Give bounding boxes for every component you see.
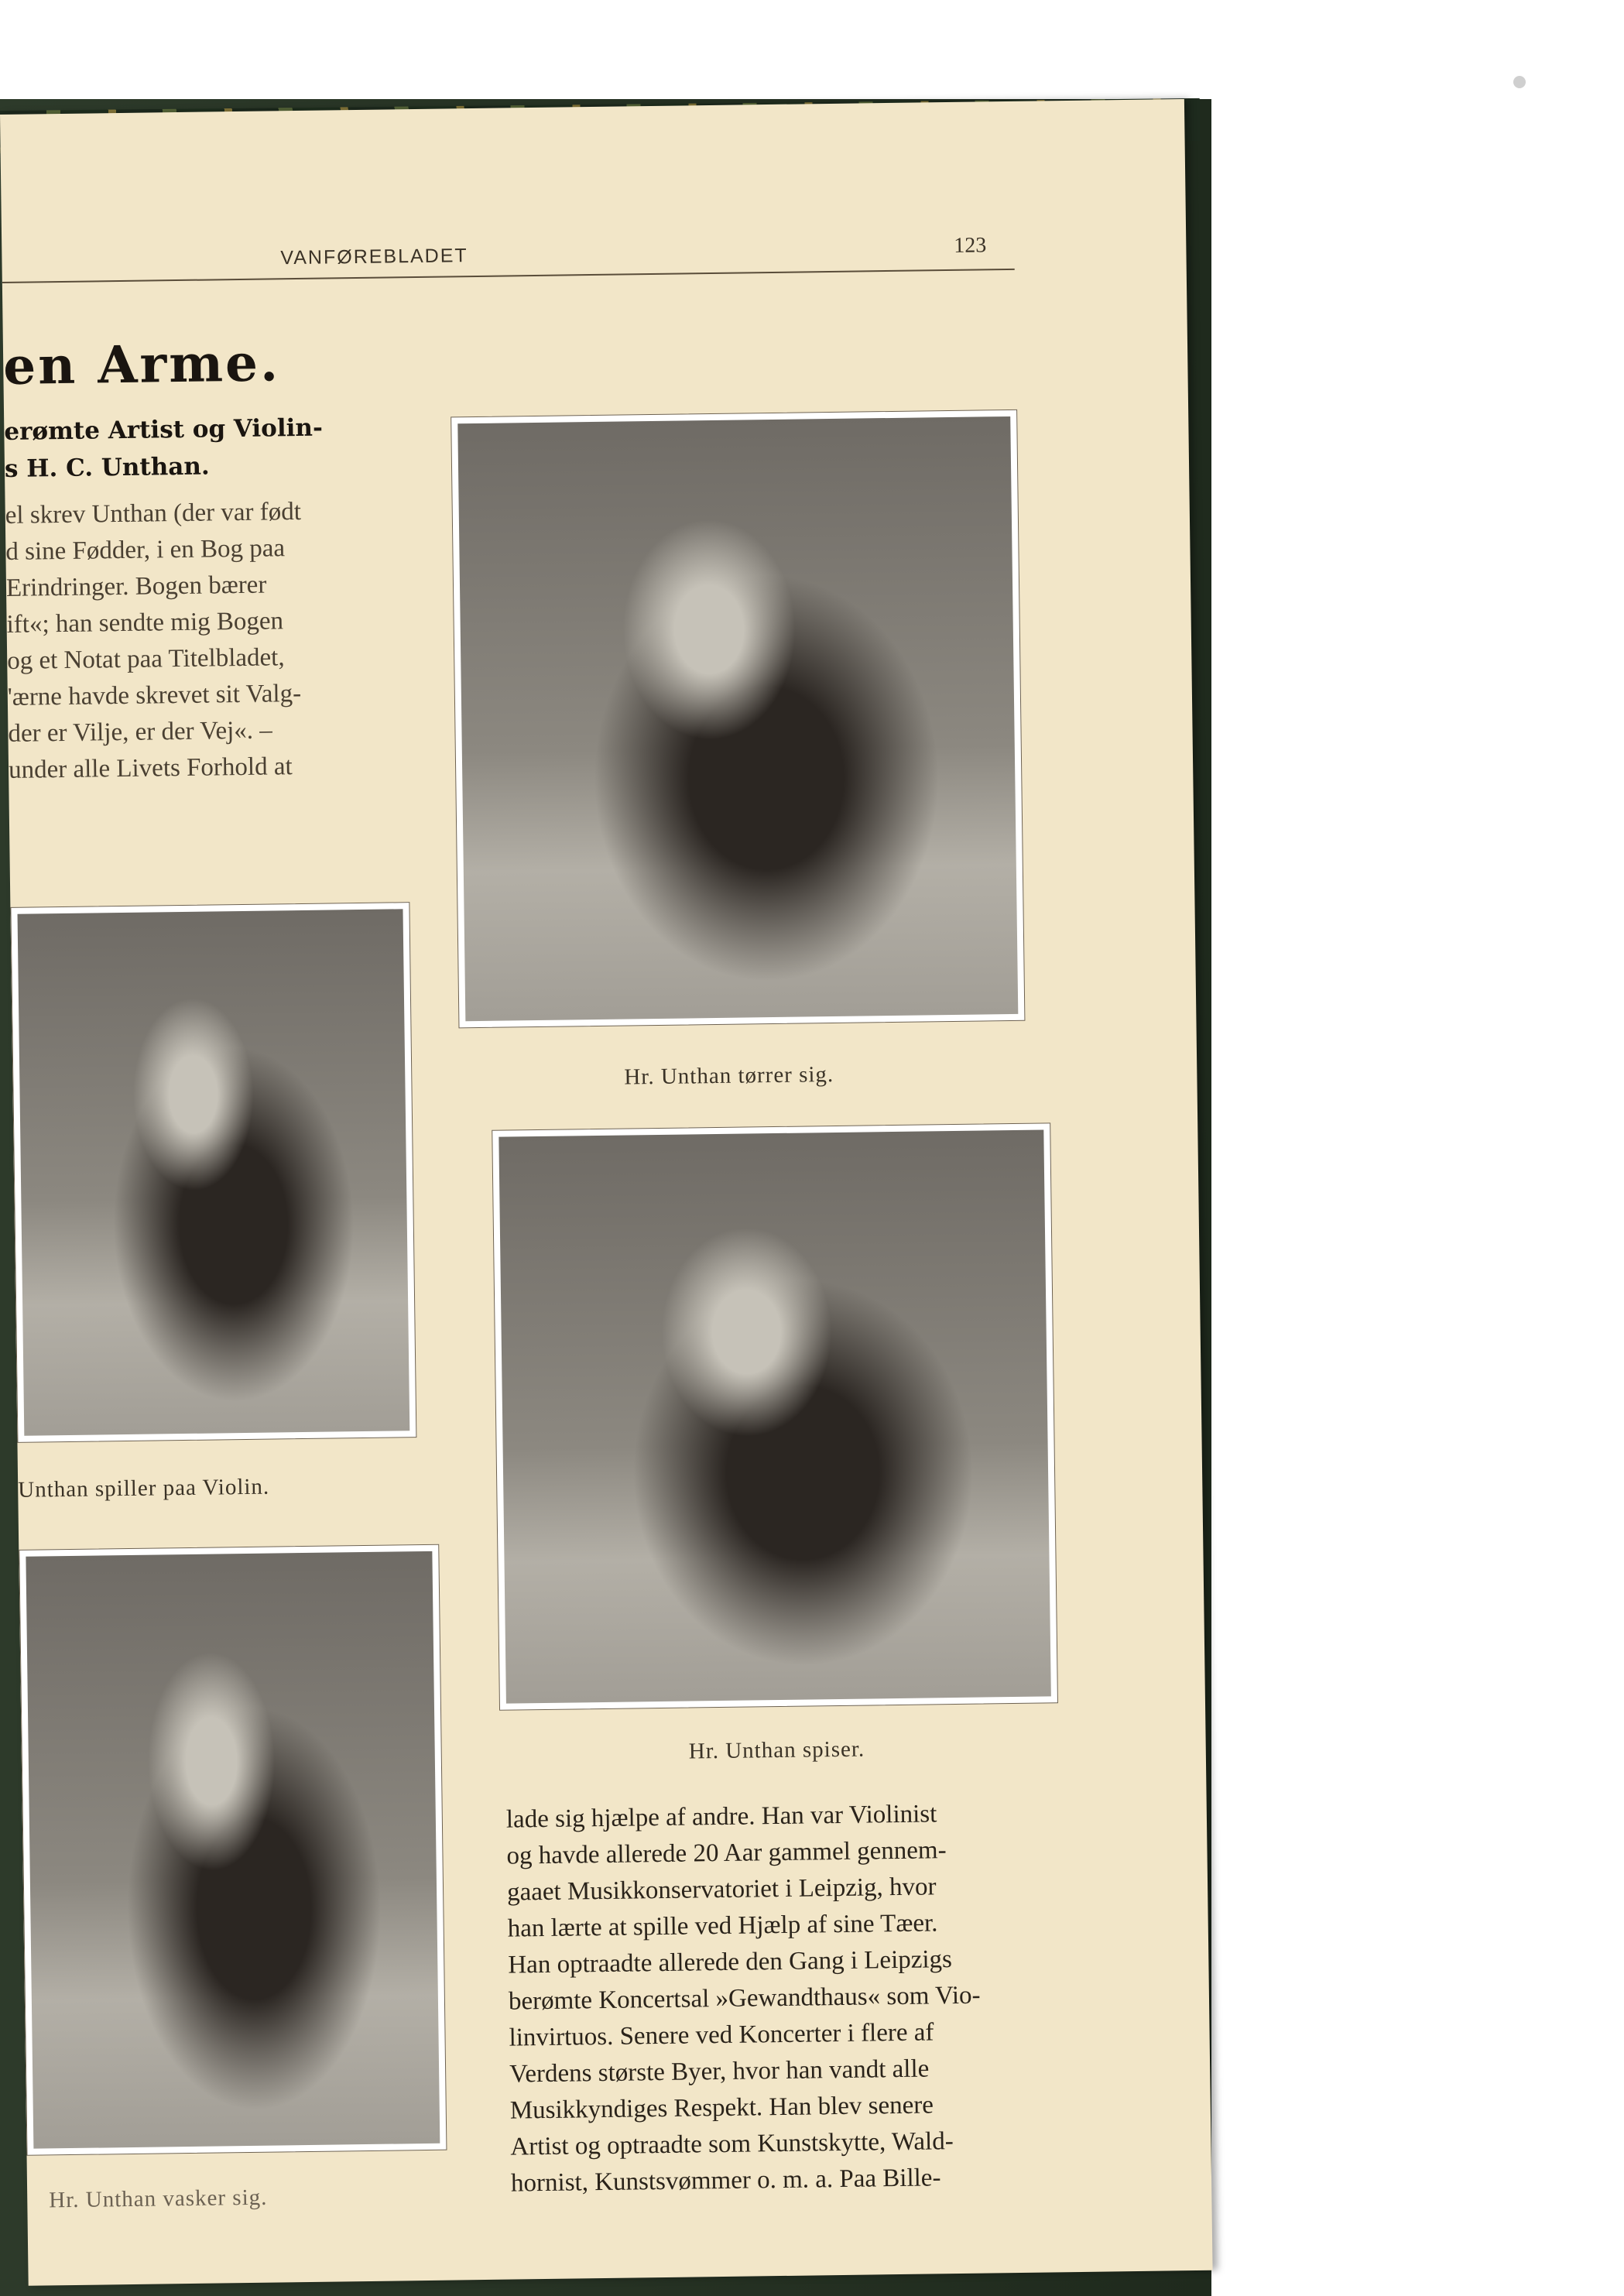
article-subhead-line-2: s H. C. Unthan.	[4, 452, 210, 483]
photo-eating-image	[499, 1129, 1051, 1703]
body-line: Verdens største Byer, hvor han vandt alle	[509, 2054, 930, 2089]
body-line: gaaet Musikkonservatoriet i Leipzig, hvor	[506, 1873, 937, 1907]
intro-paragraph	[5, 494, 304, 789]
running-head: VANFØREBLADET	[280, 245, 468, 269]
body-line: linvirtuos. Senere ved Koncerter i flere af	[509, 2018, 934, 2052]
body-line: lade sig hjælpe af andre. Han var Violinist	[505, 1800, 937, 1834]
caption-eating: Hr. Unthan spiser.	[688, 1736, 865, 1764]
photo-unthan-eating	[492, 1122, 1058, 1710]
intro-line: der er Vilje, er der Vej«. –	[8, 716, 273, 748]
header-rule	[2, 269, 1015, 283]
photo-violin-image	[18, 909, 410, 1435]
caption-drying: Hr. Unthan tørrer sig.	[624, 1062, 834, 1090]
caption-violin: Unthan spiller paa Violin.	[18, 1474, 270, 1503]
body-line: Artist og optraadte som Kunstskytte, Wald-	[510, 2127, 954, 2161]
caption-washing: Hr. Unthan vasker sig.	[49, 2185, 268, 2213]
photo-drying-image	[457, 416, 1018, 1021]
photo-unthan-drying	[451, 410, 1025, 1029]
body-line: Musikkyndiges Respekt. Han blev senere	[509, 2091, 934, 2125]
intro-line: og et Notat paa Titelbladet,	[7, 643, 285, 675]
body-paragraph	[506, 1796, 983, 2202]
intro-line: el skrev Unthan (der var født	[5, 497, 302, 529]
intro-line: ift«; han sendte mig Bogen	[6, 607, 284, 639]
intro-line: Erindringer. Bogen bærer	[5, 571, 267, 602]
body-line: og havde allerede 20 Aar gammel gennem-	[506, 1836, 947, 1870]
intro-line: under alle Livets Forhold at	[8, 752, 293, 784]
photo-unthan-washing	[19, 1544, 447, 2156]
book-page	[0, 99, 1213, 2286]
article-headline: en Arme.	[2, 332, 281, 396]
intro-line: d sine Fødder, i en Bog paa	[5, 534, 286, 566]
photo-unthan-violin	[10, 902, 416, 1443]
body-line: Han optraadte allerede den Gang i Leipzigs	[508, 1945, 953, 1979]
body-line: berømte Koncertsal »Gewandthaus« som Vio-	[508, 1981, 981, 2016]
intro-line: 'ærne havde skrevet sit Valg-	[7, 679, 302, 711]
body-line: hornist, Kunstsvømmer o. m. a. Paa Bille-	[510, 2164, 941, 2198]
article-subhead-line-1: erømte Artist og Violin-	[4, 413, 324, 446]
photo-washing-image	[26, 1551, 440, 2149]
margin-speck	[1513, 76, 1526, 88]
body-line: han lærte at spille ved Hjælp af sine Tæer.	[507, 1909, 938, 1943]
page-number: 123	[954, 233, 987, 258]
